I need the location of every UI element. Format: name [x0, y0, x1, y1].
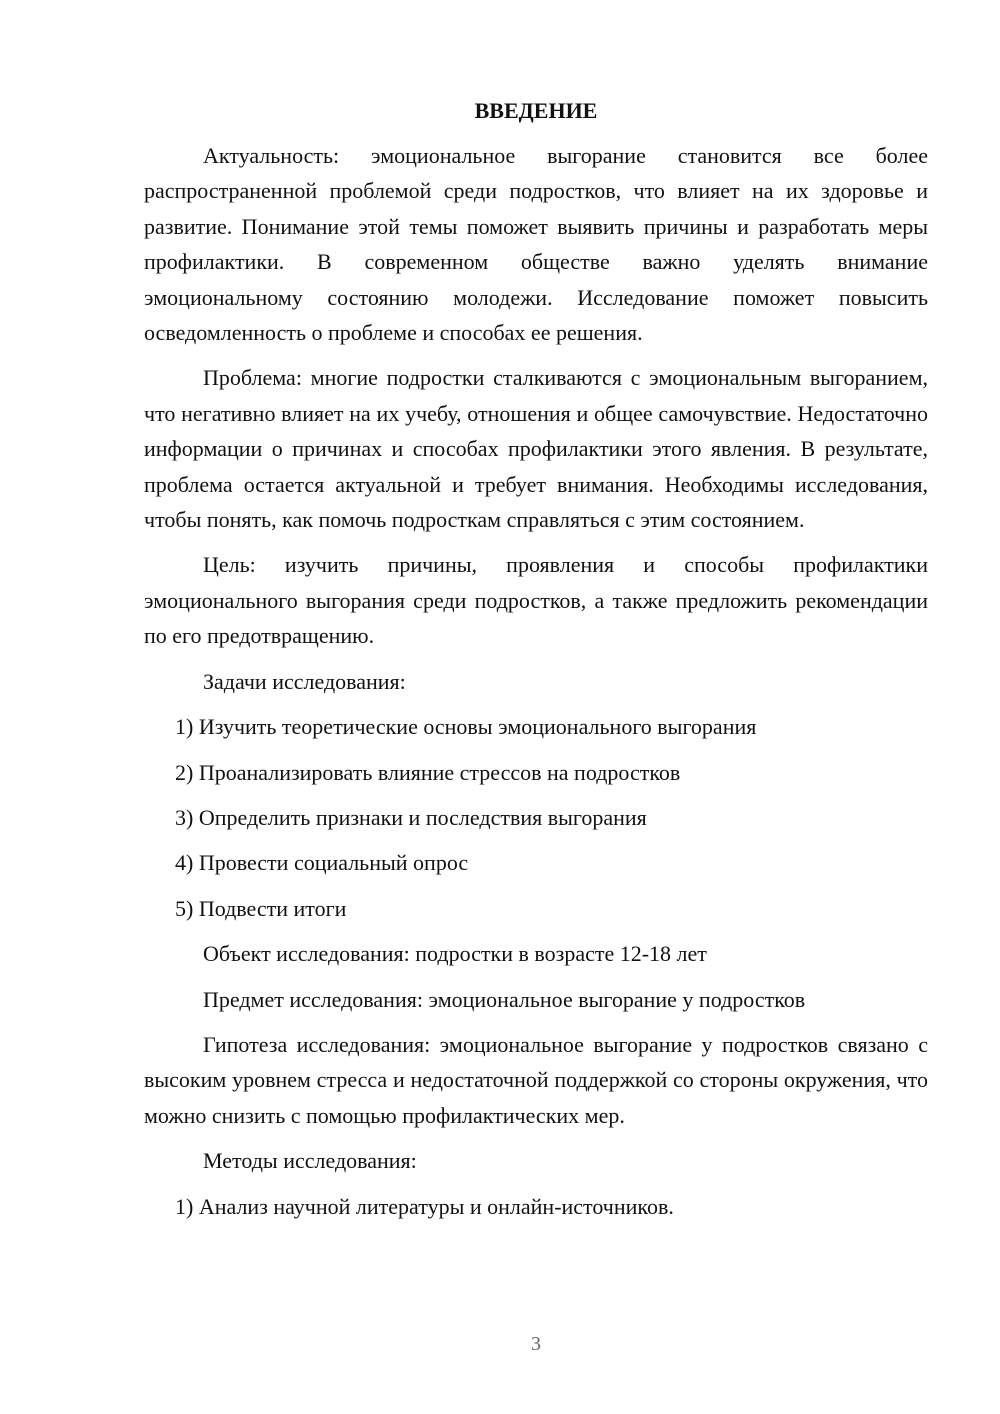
task-item: 4) Провести социальный опрос	[175, 850, 469, 876]
object-line: Объект исследования: подростки в возрасте 12-18 лет	[203, 941, 707, 967]
methods-list	[144, 1189, 928, 1224]
section-heading: ВВЕДЕНИЕ	[474, 98, 598, 123]
task-item: 2) Проанализировать влияние стрессов на подростков	[175, 759, 681, 785]
problem-paragraph: Проблема: многие подростки сталкиваются с эмоциональным выгоранием, что негативно влияет на их учебу, отношения и общее самочувствие. Недостаточно информации о причинах и способах профилактики этого явления. В результате, проблема остается актуальной и требует внимания. Необходимы исследования, чтобы понять, как помочь подросткам справляться с этим состоянием.	[144, 365, 928, 533]
methods-title: Методы исследования:	[203, 1148, 417, 1174]
relevance-paragraph: Актуальность: эмоциональное выгорание становится все более распространенной проблемой среди подростков, что влияет на их здоровье и развитие. Понимание этой темы поможет выявить причины и разработать меры профилактики. В современном обществе важно уделять внимание эмоциональному состоянию молодежи. Исследование поможет повысить осведомленность о проблеме и способах ее решения.	[144, 143, 928, 346]
task-item: 1) Изучить теоретические основы эмоционального выгорания	[175, 714, 757, 740]
tasks-title: Задачи исследования:	[203, 668, 406, 694]
document-body	[144, 92, 928, 1234]
method-item: 1) Анализ научной литературы и онлайн-источников.	[175, 1193, 674, 1219]
page-number: 3	[531, 1333, 541, 1355]
tasks-list	[144, 709, 928, 926]
task-item: 3) Определить признаки и последствия выгорания	[175, 804, 647, 830]
goal-paragraph: Цель: изучить причины, проявления и способы профилактики эмоционального выгорания среди подростков, а также предложить рекомендации по его предотвращению.	[144, 552, 928, 649]
task-item: 5) Подвести итоги	[175, 895, 347, 921]
hypothesis-paragraph: Гипотеза исследования: эмоциональное выгорание у подростков связано с высоким уровнем стресса и недостаточной поддержкой со стороны окружения, что можно снизить с помощью профилактических мер.	[144, 1031, 928, 1128]
subject-line: Предмет исследования: эмоциональное выгорание у подростков	[203, 986, 806, 1012]
